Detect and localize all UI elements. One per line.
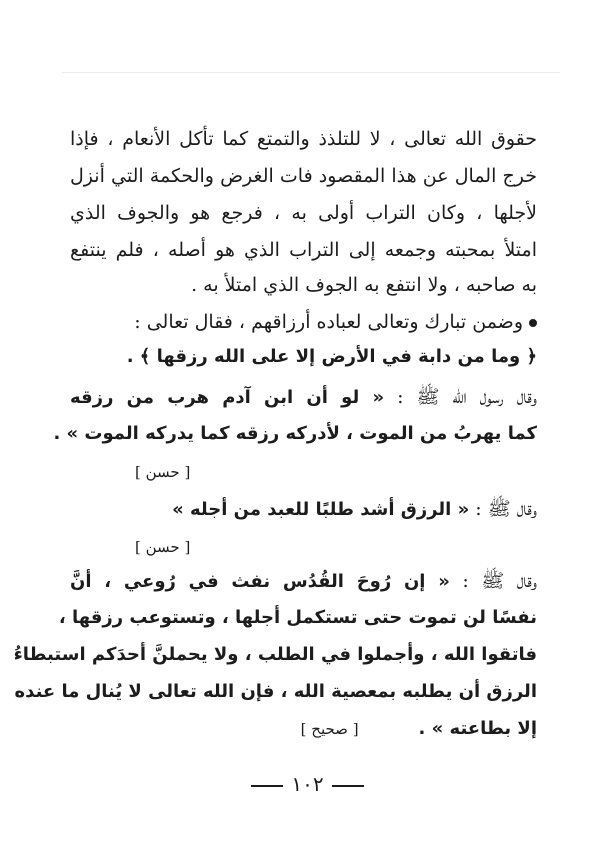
hadith3-line5 xyxy=(70,714,537,744)
hadith3-grade: [ صحيح ] xyxy=(300,720,359,738)
hadith3-text-4: الرزق أن يطلبه بمعصية الله ، فإن الله تعالى لا يُنال ما عنده xyxy=(14,681,537,702)
hadith3-line1 xyxy=(70,567,537,597)
page-number-dash-right xyxy=(332,785,364,787)
hadith2-intro: وقال ﷺ : xyxy=(469,498,537,520)
hadith2-line xyxy=(70,495,537,525)
hadith1-grade: [ حسن ] xyxy=(135,463,191,481)
hadith2-text: « الرزق أشد طلبًا للعبد من أجله » xyxy=(172,499,470,520)
hadith1-line1 xyxy=(70,383,537,413)
paragraph-line: لأجلها ، وكان التراب أولى به ، فرجع هو والجوف الذي xyxy=(70,202,537,224)
hadith3-text-1: « إن رُوحَ القُدُس نفث في رُوعي ، أنَّ xyxy=(70,571,450,592)
hadith1-text-1: « لو أن ابن آدم هرب من رزقه xyxy=(70,387,385,408)
page-number-text: ١٠٢ xyxy=(291,772,324,796)
verse-intro xyxy=(70,308,537,338)
top-divider xyxy=(62,72,560,73)
hadith1-intro: وقال رسول الله ﷺ : xyxy=(384,386,537,408)
paragraph-line: خرج المال عن هذا المقصود فات الغرض والحكمة التي أنزل xyxy=(70,165,538,187)
verse-intro-text: وضمن تبارك وتعالى لعباده أرزاقهم ، فقال تعالى : xyxy=(134,311,523,333)
bullet-icon xyxy=(529,319,537,327)
hadith3-text-5: إلا بطاعته » . xyxy=(418,718,537,739)
hadith3-text-2: نفسًا لن تموت حتى تستكمل أجلها ، وتستوعب رزقها ، xyxy=(58,607,537,628)
hadith1-text-2: كما يهربُ من الموت ، لأدركه رزقه كما يدركه الموت » . xyxy=(53,423,537,444)
hadith3-text-3: فاتقوا الله ، وأجملوا في الطلب ، ولا يحملنَّ أحدَكم استبطاءُ xyxy=(13,644,537,665)
hadith3-intro: وقال ﷺ : xyxy=(449,570,537,592)
verse-text: ﴿ وما من دابة في الأرض إلا على الله رزقها ﴾ . xyxy=(126,346,537,367)
page-number xyxy=(0,772,615,796)
paragraph-line: امتلأ بمحبته وجمعه إلى التراب الذي هو أصله ، فلم ينتفع xyxy=(70,239,537,261)
paragraph-line: حقوق الله تعالى ، لا للتلذذ والتمتع كما تأكل الأنعام ، فإذا xyxy=(70,128,537,150)
hadith2-grade: [ حسن ] xyxy=(135,538,191,556)
page-number-dash-left xyxy=(251,785,283,787)
paragraph-line: به صاحبه ، ولا انتفع به الجوف الذي امتلأ به . xyxy=(191,274,537,296)
